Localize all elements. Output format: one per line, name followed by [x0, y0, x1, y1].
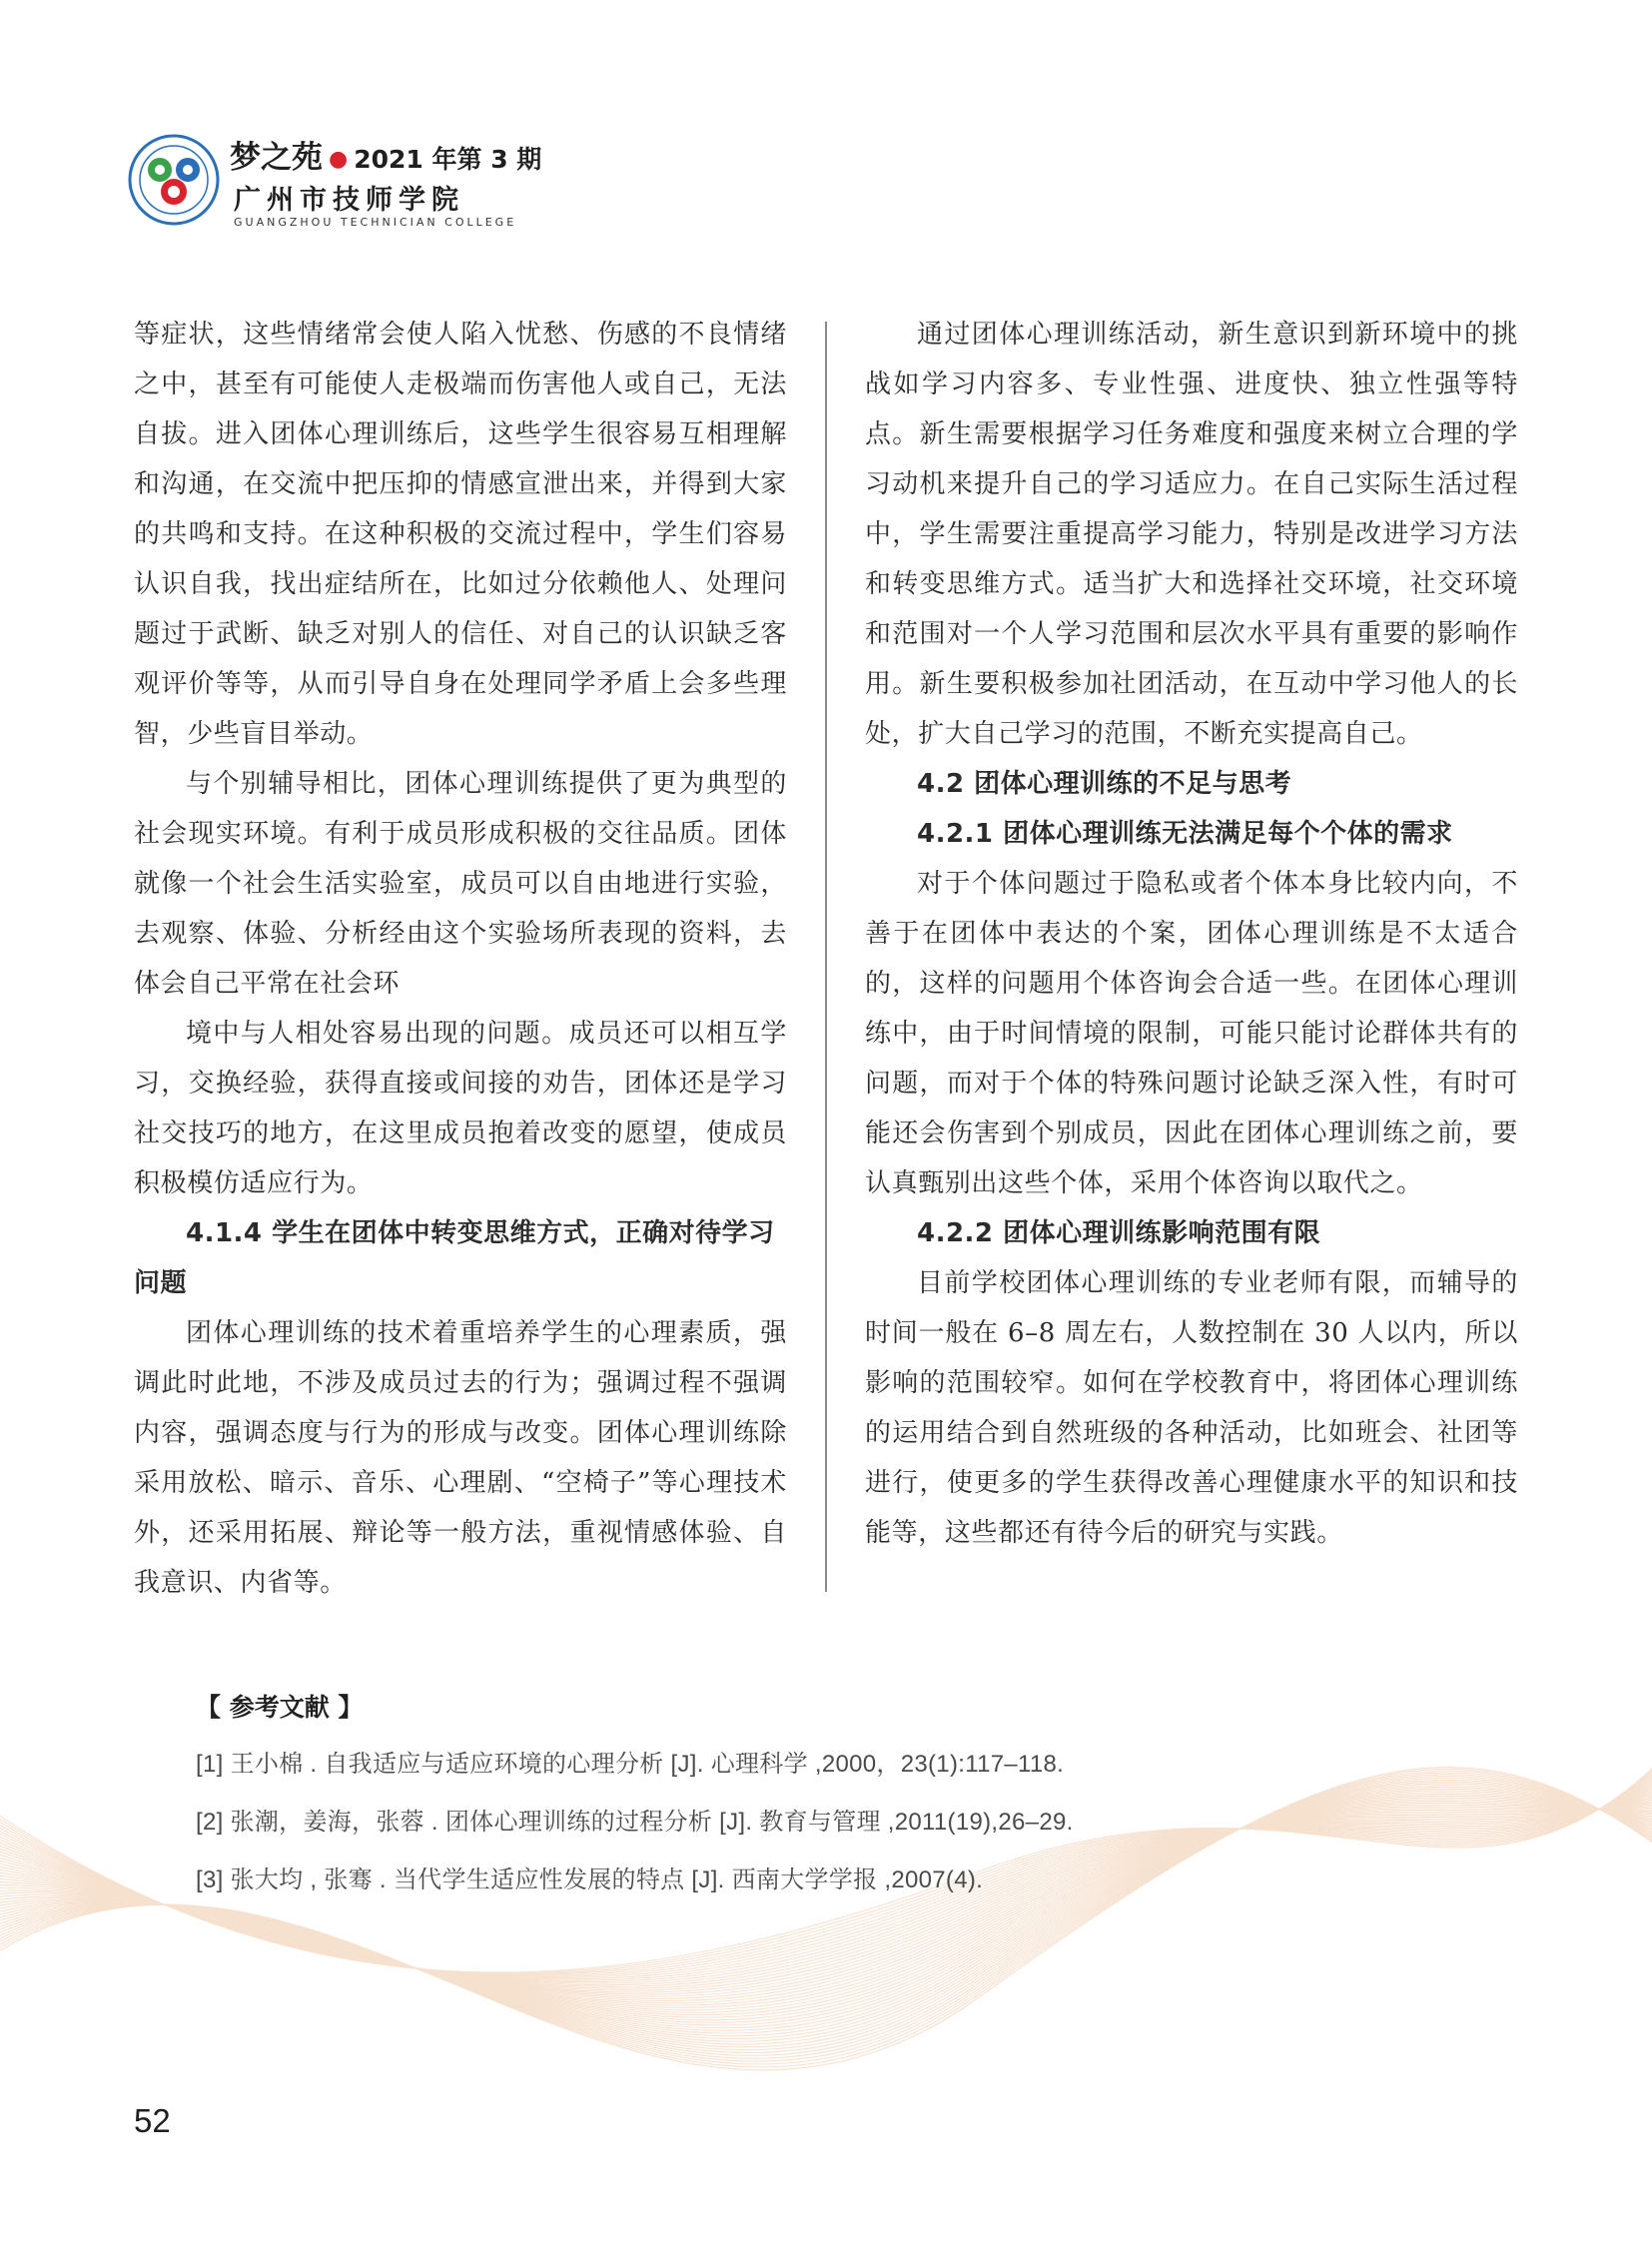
references-title: 【 参考文献 】: [196, 1693, 364, 1722]
magazine-title: [230, 132, 541, 177]
reference-item: [2] 张潮，姜海，张蓉 . 团体心理训练的过程分析 [J]. 教育与管理 ,2011(19),26–29.: [196, 1809, 1074, 1836]
separator-dot: ●: [329, 147, 349, 172]
college-name-cn: 广州市技师学院: [234, 185, 464, 216]
issue-label: 2021 年第 3 期: [354, 145, 542, 174]
reference-item: [1] 王小棉 . 自我适应与适应环境的心理分析 [J]. 心理科学 ,2000，23(1):117–118.: [196, 1751, 1065, 1778]
section-heading-4-2: 4.2 团体心理训练的不足与思考: [917, 769, 1292, 799]
magazine-name: 梦之苑: [230, 140, 323, 176]
body-paragraph: 目前学校团体心理训练的专业老师有限，而辅导的时间一般在 6–8 周左右，人数控制在 30 人以内，所以影响的范围较窄。如何在学校教育中，将团体心理训练的运用结合到自然班级的各种活动，比如班会、社团等进行，使更多的学生获得改善心理健康水平的知识和技能等，这些都还有待今后的研究与实践。: [865, 1268, 1518, 1548]
column-divider: [825, 322, 827, 1592]
college-name-en: GUANGZHOU TECHNICIAN COLLEGE: [234, 216, 517, 229]
body-paragraph: 通过团体心理训练活动，新生意识到新环境中的挑战如学习内容多、专业性强、进度快、独立性强等特点。新生需要根据学习任务难度和强度来树立合理的学习动机来提升自己的学习适应力。在自己实际生活过程中，学生需要注重提高学习能力，特别是改进学习方法和转变思维方式。适当扩大和选择社交环境，社交环境和范围对一个人学习范围和层次水平具有重要的影响作用。新生要积极参加社团活动，在互动中学习他人的长处，扩大自己学习的范围，不断充实提高自己。: [865, 320, 1518, 749]
reference-item: [3] 张大均 , 张骞 . 当代学生适应性发展的特点 [J]. 西南大学学报 ,2007(4).: [196, 1867, 984, 1893]
body-paragraph: 对于个体问题过于隐私或者个体本身比较内向，不善于在团体中表达的个案，团体心理训练是不太适合的，这样的问题用个体咨询会合适一些。在团体心理训练中，由于时间情境的限制，可能只能讨论群体共有的问题，而对于个体的特殊问题讨论缺乏深入性，有时可能还会伤害到个别成员，因此在团体心理训练之前，要认真甄别出这些个体，采用个体咨询以取代之。: [865, 869, 1518, 1198]
body-paragraph: 境中与人相处容易出现的问题。成员还可以相互学习，交换经验，获得直接或间接的劝告，团体还是学习社交技巧的地方，在这里成员抱着改变的愿望，使成员积极模仿适应行为。: [134, 1019, 787, 1198]
body-paragraph: 团体心理训练的技术着重培养学生的心理素质，强调此时此地，不涉及成员过去的行为；强调过程不强调内容，强调态度与行为的形成与改变。团体心理训练除采用放松、暗示、音乐、心理剧、“空椅子”等心理技术外，还采用拓展、辩论等一般方法，重视情感体验、自我意识、内省等。: [134, 1318, 787, 1598]
section-heading-4-2-1: 4.2.1 团体心理训练无法满足每个个体的需求: [917, 819, 1453, 849]
page-number: 52: [134, 2102, 171, 2139]
left-column: [134, 310, 787, 1608]
section-heading-4-2-2: 4.2.2 团体心理训练影响范围有限: [917, 1218, 1321, 1248]
section-heading-4-1-4: 4.1.4 学生在团体中转变思维方式，正确对待学习问题: [134, 1218, 775, 1298]
college-logo-icon: [128, 134, 220, 226]
right-column: [865, 310, 1518, 1558]
body-paragraph: 与个别辅导相比，团体心理训练提供了更为典型的社会现实环境。有利于成员形成积极的交往品质。团体就像一个社会生活实验室，成员可以自由地进行实验，去观察、体验、分析经由这个实验场所表现的资料，去体会自己平常在社会环: [134, 769, 787, 999]
references-section: [196, 1688, 1074, 1909]
page-header: [128, 128, 727, 228]
body-paragraph: 等症状，这些情绪常会使人陷入忧愁、伤感的不良情绪之中，甚至有可能使人走极端而伤害他人或自己，无法自拔。进入团体心理训练后，这些学生很容易互相理解和沟通，在交流中把压抑的情感宣泄出来，并得到大家的共鸣和支持。在这种积极的交流过程中，学生们容易认识自我，找出症结所在，比如过分依赖他人、处理问题过于武断、缺乏对别人的信任、对自己的认识缺乏客观评价等等，从而引导自身在处理同学矛盾上会多些理智，少些盲目举动。: [134, 320, 787, 749]
